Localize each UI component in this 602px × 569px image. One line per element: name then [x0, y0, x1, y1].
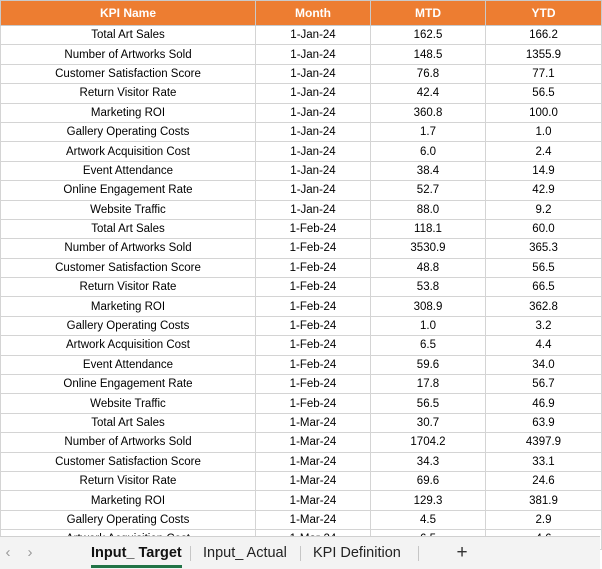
- cell-ytd[interactable]: 9.2: [486, 200, 602, 219]
- cell-kpi-name[interactable]: Artwork Acquisition Cost: [1, 336, 256, 355]
- cell-month[interactable]: 1-Feb-24: [256, 239, 371, 258]
- cell-kpi-name[interactable]: Total Art Sales: [1, 219, 256, 238]
- chevron-left-icon[interactable]: ‹: [5, 544, 11, 561]
- table-row: [1, 297, 602, 316]
- cell-month[interactable]: 1-Jan-24: [256, 64, 371, 83]
- table-row: [1, 278, 602, 297]
- cell-month[interactable]: 1-Jan-24: [256, 103, 371, 122]
- table-row: [1, 239, 602, 258]
- header-month[interactable]: Month: [256, 1, 371, 26]
- header-mtd[interactable]: MTD: [371, 1, 486, 26]
- cell-ytd[interactable]: 1355.9: [486, 45, 602, 64]
- cell-mtd[interactable]: 76.8: [371, 64, 486, 83]
- cell-ytd[interactable]: 1.0: [486, 122, 602, 141]
- cell-month[interactable]: 1-Feb-24: [256, 355, 371, 374]
- table-row: [1, 200, 602, 219]
- cell-mtd[interactable]: 6.0: [371, 142, 486, 161]
- cell-mtd[interactable]: 118.1: [371, 219, 486, 238]
- table-row: [1, 316, 602, 335]
- cell-kpi-name[interactable]: Gallery Operating Costs: [1, 510, 256, 529]
- cell-ytd[interactable]: 66.5: [486, 278, 602, 297]
- cell-kpi-name[interactable]: Return Visitor Rate: [1, 278, 256, 297]
- cell-ytd[interactable]: 56.7: [486, 375, 602, 394]
- cell-mtd[interactable]: 308.9: [371, 297, 486, 316]
- table-row: [1, 452, 602, 471]
- cell-mtd[interactable]: 88.0: [371, 200, 486, 219]
- cell-kpi-name[interactable]: Marketing ROI: [1, 103, 256, 122]
- cell-month[interactable]: 1-Jan-24: [256, 122, 371, 141]
- cell-mtd[interactable]: 4.5: [371, 510, 486, 529]
- cell-mtd[interactable]: 34.3: [371, 452, 486, 471]
- cell-kpi-name[interactable]: Event Attendance: [1, 161, 256, 180]
- cell-kpi-name[interactable]: Return Visitor Rate: [1, 471, 256, 490]
- cell-month[interactable]: 1-Mar-24: [256, 491, 371, 510]
- tab-separator: [190, 546, 191, 561]
- cell-mtd[interactable]: 162.5: [371, 26, 486, 45]
- chevron-right-icon[interactable]: ›: [27, 544, 33, 561]
- table-row: [1, 26, 602, 45]
- active-tab-underline: [91, 565, 182, 568]
- table-row: [1, 433, 602, 452]
- cell-month[interactable]: 1-Mar-24: [256, 413, 371, 432]
- cell-month[interactable]: 1-Feb-24: [256, 219, 371, 238]
- cell-ytd[interactable]: 56.5: [486, 84, 602, 103]
- cell-mtd[interactable]: 56.5: [371, 394, 486, 413]
- cell-kpi-name[interactable]: Website Traffic: [1, 200, 256, 219]
- tab-label: KPI Definition: [313, 545, 401, 561]
- table-row: [1, 375, 602, 394]
- cell-ytd[interactable]: 381.9: [486, 491, 602, 510]
- tab-input-target[interactable]: [87, 541, 186, 565]
- table-row: [1, 64, 602, 83]
- cell-mtd[interactable]: 17.8: [371, 375, 486, 394]
- plus-icon[interactable]: +: [456, 542, 468, 563]
- header-kpi-name[interactable]: KPI Name: [1, 1, 256, 26]
- cell-kpi-name[interactable]: Customer Satisfaction Score: [1, 258, 256, 277]
- cell-month[interactable]: 1-Feb-24: [256, 278, 371, 297]
- cell-month[interactable]: 1-Feb-24: [256, 297, 371, 316]
- cell-month[interactable]: 1-Feb-24: [256, 336, 371, 355]
- cell-month[interactable]: 1-Feb-24: [256, 375, 371, 394]
- cell-month[interactable]: 1-Jan-24: [256, 45, 371, 64]
- table-row: [1, 258, 602, 277]
- table-row: [1, 336, 602, 355]
- cell-kpi-name[interactable]: Customer Satisfaction Score: [1, 452, 256, 471]
- cell-ytd[interactable]: 362.8: [486, 297, 602, 316]
- table-row: [1, 122, 602, 141]
- cell-mtd[interactable]: 69.6: [371, 471, 486, 490]
- table-row: [1, 219, 602, 238]
- cell-mtd[interactable]: 6.5: [371, 336, 486, 355]
- cell-kpi-name[interactable]: Online Engagement Rate: [1, 181, 256, 200]
- cell-ytd[interactable]: 42.9: [486, 181, 602, 200]
- cell-ytd[interactable]: 166.2: [486, 26, 602, 45]
- table-row: [1, 103, 602, 122]
- cell-mtd[interactable]: 30.7: [371, 413, 486, 432]
- cell-kpi-name[interactable]: Gallery Operating Costs: [1, 316, 256, 335]
- cell-month[interactable]: 1-Jan-24: [256, 84, 371, 103]
- cell-mtd[interactable]: 1704.2: [371, 433, 486, 452]
- cell-mtd[interactable]: 129.3: [371, 491, 486, 510]
- cell-kpi-name[interactable]: Number of Artworks Sold: [1, 433, 256, 452]
- cell-kpi-name[interactable]: Number of Artworks Sold: [1, 239, 256, 258]
- sheet-tab-bar: [0, 536, 600, 569]
- cell-month[interactable]: 1-Mar-24: [256, 433, 371, 452]
- cell-kpi-name[interactable]: Return Visitor Rate: [1, 84, 256, 103]
- cell-kpi-name[interactable]: Total Art Sales: [1, 26, 256, 45]
- cell-kpi-name[interactable]: Customer Satisfaction Score: [1, 64, 256, 83]
- header-ytd[interactable]: YTD: [486, 1, 602, 26]
- table-row: [1, 471, 602, 490]
- header-row: [1, 1, 602, 26]
- tab-label: Input_ Target: [91, 545, 182, 561]
- cell-ytd[interactable]: 60.0: [486, 219, 602, 238]
- cell-month[interactable]: 1-Mar-24: [256, 471, 371, 490]
- cell-ytd[interactable]: 2.9: [486, 510, 602, 529]
- tab-separator: [418, 546, 419, 561]
- cell-kpi-name[interactable]: Gallery Operating Costs: [1, 122, 256, 141]
- cell-ytd[interactable]: 4.4: [486, 336, 602, 355]
- tab-kpi-definition[interactable]: [309, 541, 405, 565]
- table-row: [1, 84, 602, 103]
- cell-ytd[interactable]: 46.9: [486, 394, 602, 413]
- cell-month[interactable]: 1-Jan-24: [256, 26, 371, 45]
- cell-ytd[interactable]: 77.1: [486, 64, 602, 83]
- cell-month[interactable]: 1-Mar-24: [256, 510, 371, 529]
- table-row: [1, 181, 602, 200]
- cell-month[interactable]: 1-Mar-24: [256, 452, 371, 471]
- cell-month[interactable]: 1-Feb-24: [256, 394, 371, 413]
- cell-ytd[interactable]: 100.0: [486, 103, 602, 122]
- cell-kpi-name[interactable]: Marketing ROI: [1, 297, 256, 316]
- cell-ytd[interactable]: 33.1: [486, 452, 602, 471]
- cell-mtd[interactable]: 59.6: [371, 355, 486, 374]
- cell-ytd[interactable]: 14.9: [486, 161, 602, 180]
- cell-mtd[interactable]: 1.0: [371, 316, 486, 335]
- cell-ytd[interactable]: 34.0: [486, 355, 602, 374]
- cell-ytd[interactable]: 365.3: [486, 239, 602, 258]
- cell-mtd[interactable]: 1.7: [371, 122, 486, 141]
- cell-mtd[interactable]: 42.4: [371, 84, 486, 103]
- table-row: [1, 161, 602, 180]
- cell-mtd[interactable]: 3530.9: [371, 239, 486, 258]
- cell-month[interactable]: 1-Feb-24: [256, 316, 371, 335]
- cell-month[interactable]: 1-Jan-24: [256, 161, 371, 180]
- cell-kpi-name[interactable]: Website Traffic: [1, 394, 256, 413]
- table-row: [1, 45, 602, 64]
- cell-mtd[interactable]: 148.5: [371, 45, 486, 64]
- cell-ytd[interactable]: 2.4: [486, 142, 602, 161]
- table-row: [1, 510, 602, 529]
- cell-kpi-name[interactable]: Event Attendance: [1, 355, 256, 374]
- cell-kpi-name[interactable]: Online Engagement Rate: [1, 375, 256, 394]
- tab-input-actual[interactable]: [199, 541, 291, 565]
- cell-mtd[interactable]: 52.7: [371, 181, 486, 200]
- tab-label: Input_ Actual: [203, 545, 287, 561]
- cell-mtd[interactable]: 48.8: [371, 258, 486, 277]
- table-row: [1, 355, 602, 374]
- cell-kpi-name[interactable]: Artwork Acquisition Cost: [1, 142, 256, 161]
- cell-ytd[interactable]: 24.6: [486, 471, 602, 490]
- cell-kpi-name[interactable]: Number of Artworks Sold: [1, 45, 256, 64]
- table-row: [1, 413, 602, 432]
- cell-ytd[interactable]: 3.2: [486, 316, 602, 335]
- cell-mtd[interactable]: 38.4: [371, 161, 486, 180]
- cell-month[interactable]: 1-Feb-24: [256, 258, 371, 277]
- table-row: [1, 491, 602, 510]
- cell-month[interactable]: 1-Jan-24: [256, 200, 371, 219]
- cell-ytd[interactable]: 4397.9: [486, 433, 602, 452]
- tab-separator: [300, 546, 301, 561]
- cell-month[interactable]: 1-Jan-24: [256, 142, 371, 161]
- cell-mtd[interactable]: 53.8: [371, 278, 486, 297]
- cell-kpi-name[interactable]: Marketing ROI: [1, 491, 256, 510]
- cell-month[interactable]: 1-Jan-24: [256, 181, 371, 200]
- table-row: [1, 142, 602, 161]
- cell-mtd[interactable]: 360.8: [371, 103, 486, 122]
- cell-kpi-name[interactable]: Total Art Sales: [1, 413, 256, 432]
- cell-ytd[interactable]: 63.9: [486, 413, 602, 432]
- table-row: [1, 394, 602, 413]
- cell-ytd[interactable]: 56.5: [486, 258, 602, 277]
